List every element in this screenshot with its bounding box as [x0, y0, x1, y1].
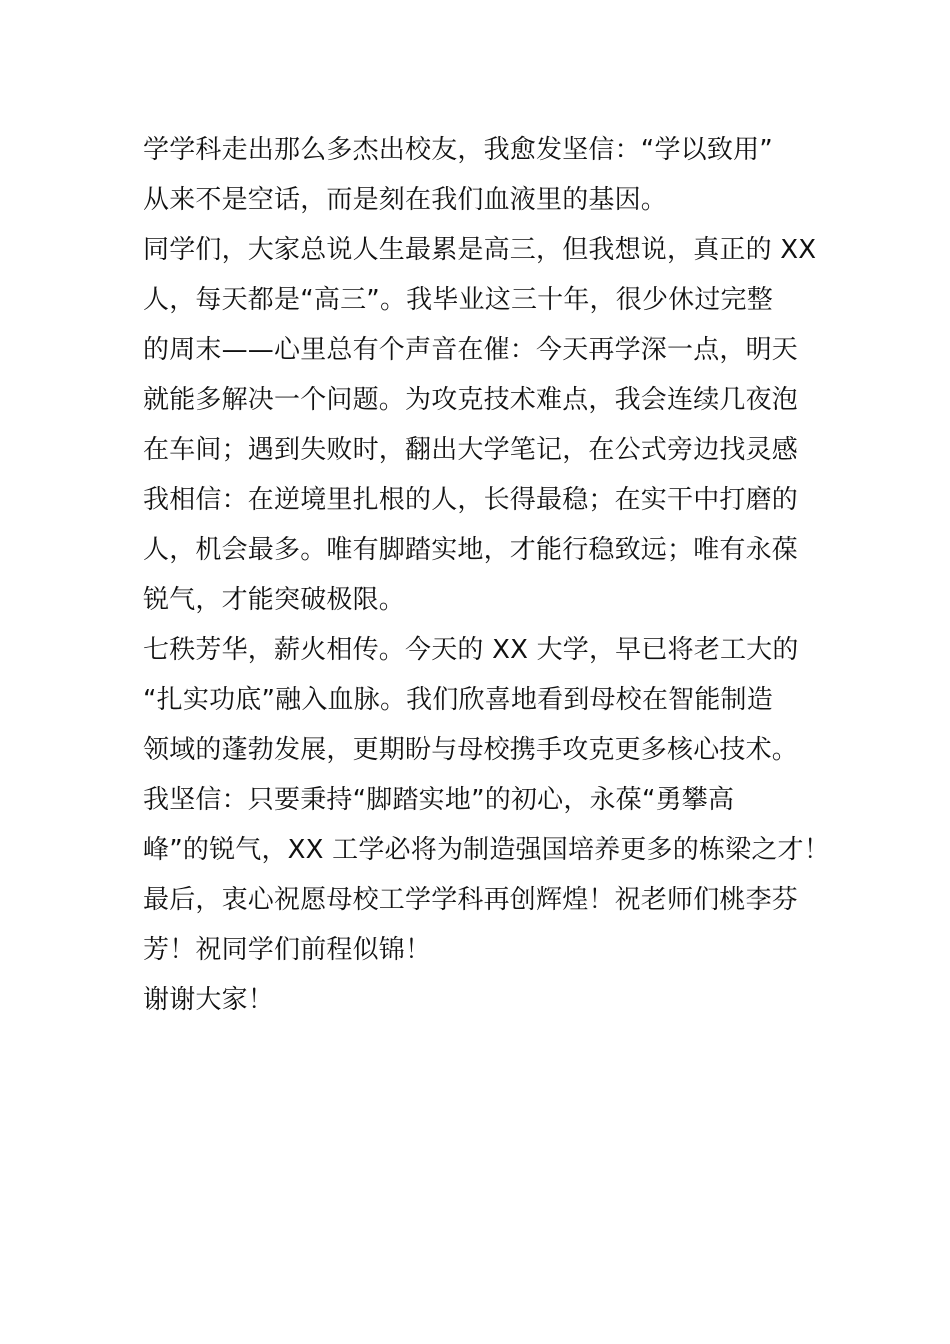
text-line: 锐气，才能突破极限。	[143, 585, 406, 615]
text-line: 谢谢大家！	[143, 985, 275, 1015]
text-line: 人，每天都是“高三”。我毕业这三十年，很少休过完整	[143, 285, 773, 315]
text-line: 同学们，大家总说人生最累是高三，但我想说，真正的 XX	[143, 235, 817, 265]
text-line: 七秩芳华，薪火相传。今天的 XX 大学，早已将老工大的	[143, 635, 799, 665]
text-line: 的周末——心里总有个声音在催：今天再学深一点，明天	[143, 335, 799, 365]
text-line: 在车间；遇到失败时，翻出大学笔记，在公式旁边找灵感	[143, 435, 799, 465]
text-line: “扎实功底”融入血脉。我们欣喜地看到母校在智能制造	[143, 685, 773, 715]
text-line: 我坚信：只要秉持“脚踏实地”的初心，永葆“勇攀高	[143, 785, 735, 815]
text-line: 我相信：在逆境里扎根的人，长得最稳；在实干中打磨的	[143, 485, 799, 515]
text-line: 从来不是空话，而是刻在我们血液里的基因。	[143, 185, 668, 215]
speech-text	[143, 125, 830, 1025]
text-line: 峰”的锐气，XX 工学必将为制造强国培养更多的栋梁之才！	[143, 835, 830, 865]
text-line: 学学科走出那么多杰出校友，我愈发坚信：“学以致用”	[143, 135, 773, 165]
text-line: 最后，衷心祝愿母校工学学科再创辉煌！祝老师们桃李芬	[143, 885, 799, 915]
text-line: 人，机会最多。唯有脚踏实地，才能行稳致远；唯有永葆	[143, 535, 799, 565]
text-line: 芳！祝同学们前程似锦！	[143, 935, 432, 965]
text-line: 领域的蓬勃发展，更期盼与母校携手攻克更多核心技术。	[143, 735, 799, 765]
text-line: 就能多解决一个问题。为攻克技术难点，我会连续几夜泡	[143, 385, 799, 415]
